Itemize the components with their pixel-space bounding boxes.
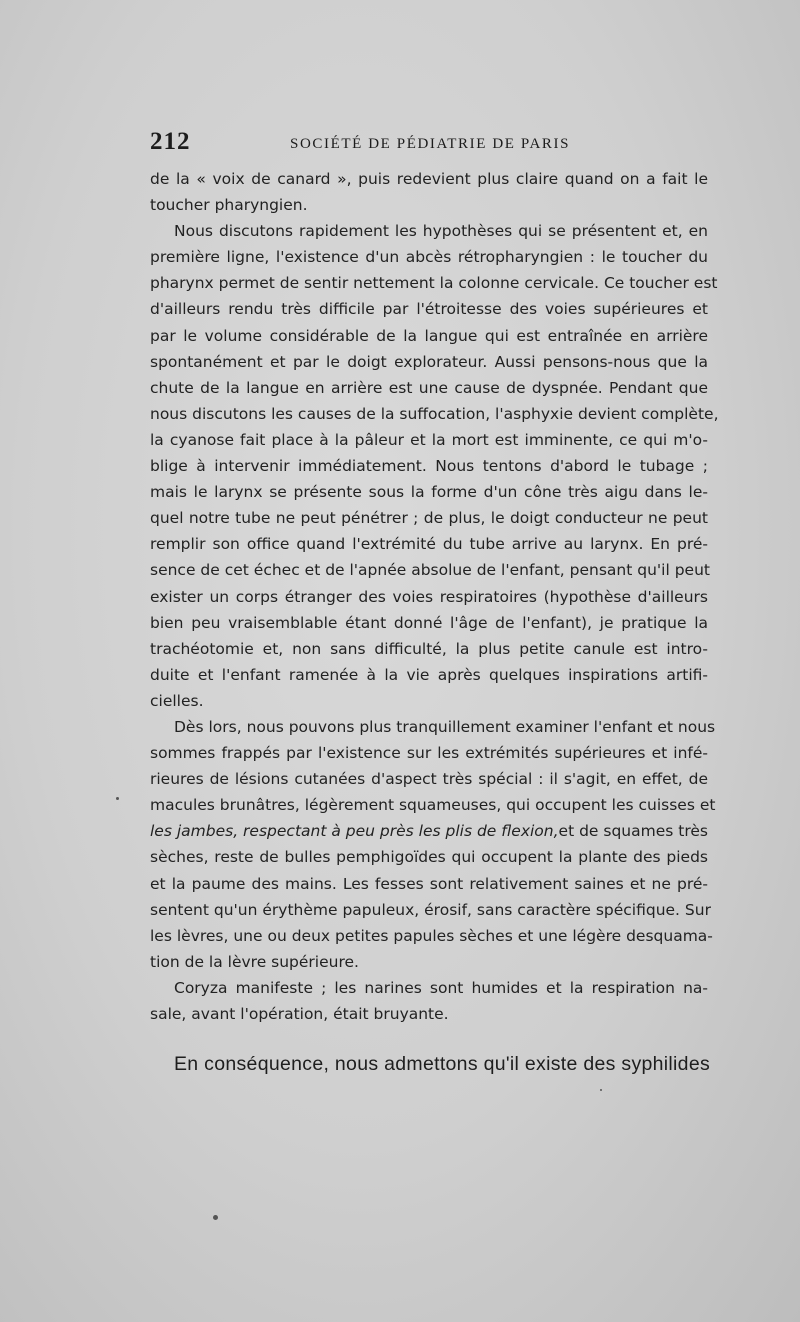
- text-line: bien peu vraisemblable étant donné l'âge de l'enfant), je pratique la: [150, 613, 708, 632]
- text-line: toucher pharyngien.: [150, 196, 308, 215]
- text-line: sence de cet échec et de l'apnée absolue de l'enfant, pensant qu'il peut: [150, 561, 710, 580]
- text-line: tion de la lèvre supérieure.: [150, 952, 359, 971]
- text-line: nous discutons les causes de la suffocation, l'asphyxie devient complète,: [150, 404, 719, 423]
- scan-speck: [213, 1215, 218, 1220]
- text-line: cielles.: [150, 691, 204, 710]
- text-line: d'ailleurs rendu très difficile par l'étroitesse des voies supérieures et: [150, 300, 708, 319]
- text-line: sentent qu'un érythème papuleux, érosif, sans caractère spécifique. Sur: [150, 900, 711, 919]
- page-header: [150, 128, 710, 158]
- scan-speck: [600, 1089, 602, 1091]
- text-line: sommes frappés par l'existence sur les extrémités supérieures et infé-: [150, 744, 708, 763]
- roman-segment: et de squames très: [558, 822, 708, 841]
- text-line: première ligne, l'existence d'un abcès rétropharyngien : le toucher du: [150, 248, 708, 267]
- text-line: Dès lors, nous pouvons plus tranquillement examiner l'enfant et nous: [174, 717, 716, 736]
- text-line: Nous discutons rapidement les hypothèses qui se présentent et, en: [174, 222, 708, 241]
- text-line: exister un corps étranger des voies respiratoires (hypothèse d'ailleurs: [150, 587, 708, 606]
- text-line: remplir son office quand l'extrémité du tube arrive au larynx. En pré-: [150, 535, 708, 554]
- running-title: SOCIÉTÉ DE PÉDIATRIE DE PARIS: [290, 136, 571, 152]
- text-line: sale, avant l'opération, était bruyante.: [150, 1005, 449, 1023]
- page-number: 212: [150, 128, 191, 155]
- text-line: quel notre tube ne peut pénétrer ; de plus, le doigt conducteur ne peut: [150, 509, 708, 528]
- text-line: rieures de lésions cutanées d'aspect très spécial : il s'agit, en effet, de: [150, 770, 708, 789]
- text-line: les lèvres, une ou deux petites papules sèches et une légère desquama-: [150, 926, 713, 945]
- text-line-italic: [150, 818, 708, 844]
- text-line: et la paume des mains. Les fesses sont relativement saines et ne pré-: [150, 874, 708, 893]
- text-line: mais le larynx se présente sous la forme d'un cône très aigu dans le-: [150, 483, 708, 502]
- text-line: duite et l'enfant ramenée à la vie après quelques inspirations artifi-: [150, 665, 708, 684]
- text-line: sèches, reste de bulles pemphigoïdes qui occupent la plante des pieds: [150, 848, 708, 867]
- text-line: de la « voix de canard », puis redevient plus claire quand on a fait le: [150, 170, 708, 188]
- closing-line: En conséquence, nous admettons qu'il existe des syphilides: [174, 1053, 711, 1075]
- text-line: macules brunâtres, légèrement squameuses, qui occupent les cuisses et: [150, 796, 716, 815]
- scan-speck: [116, 797, 119, 800]
- text-line: par le volume considérable de la langue qui est entraînée en arrière: [150, 326, 708, 345]
- text-line: la cyanose fait place à la pâleur et la mort est imminente, ce qui m'o-: [150, 430, 708, 449]
- body-text: [150, 166, 719, 1027]
- text-line: Coryza manifeste ; les narines sont humides et la respiration na-: [174, 978, 708, 997]
- text-line: trachéotomie et, non sans difficulté, la plus petite canule est intro-: [150, 639, 708, 658]
- text-line: blige à intervenir immédiatement. Nous tentons d'abord le tubage ;: [150, 457, 708, 476]
- text-line: spontanément et par le doigt explorateur. Aussi pensons-nous que la: [150, 352, 708, 371]
- text-line: chute de la langue en arrière est une cause de dyspnée. Pendant que: [150, 378, 708, 397]
- italic-segment: les jambes, respectant à peu près les plis de flexion,: [150, 822, 559, 841]
- text-line: pharynx permet de sentir nettement la colonne cervicale. Ce toucher est: [150, 274, 718, 293]
